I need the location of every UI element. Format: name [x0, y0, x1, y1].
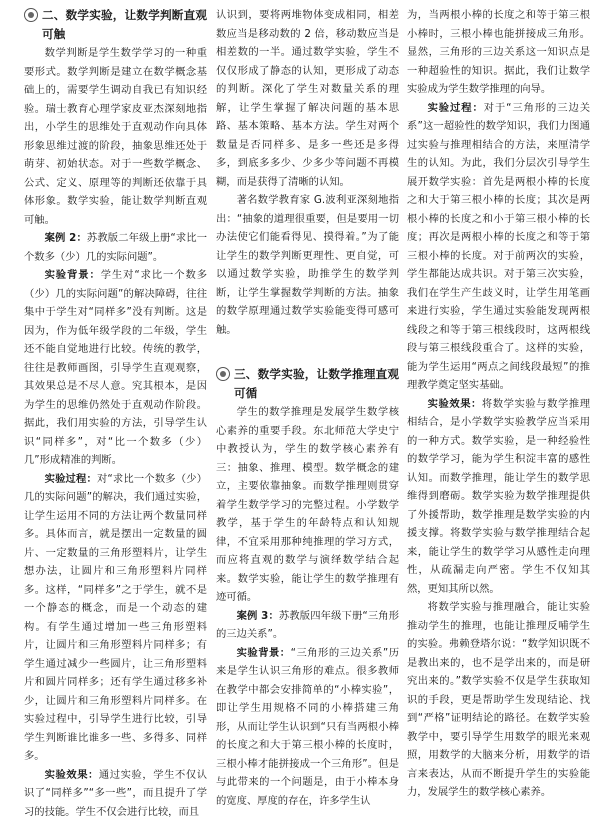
process-label: 实验过程： — [45, 473, 97, 485]
paragraph: 数学判断是学生数学学习的一种重要形式。数学判断是建立在数学概念基础上的，需要学生调动自我已有知识经验。瑞士教育心理学家皮亚杰深刻地指出，小学生的思维处于直观动作向具体形象思维过渡的阶段，抽象思维还处于萌芽、初始状态。对于一些数学概念、公式、定义、原理等的判断还依靠于具体形象。数学实验，能让数学判断直观可触。 — [24, 44, 207, 229]
case-label: 案例 2： — [45, 232, 87, 244]
section-heading-3: 三、数学实验，让数学推理直观可循 — [216, 365, 399, 403]
effect-label: 实验效果： — [45, 769, 99, 781]
effect-paragraph: 实验效果：将数学实验与数学推理相结合，是小学数学实验教学应当采用的一种方式。数学实验，是一种经验性的数学学习，能为学生积淀丰富的感性认知。而数学推理，能让学生的数学思维得到磨砺。数学实验为数学推理提供了外援帮助，数学推理是数学实验的内援支撑。将数学实验与数学推理结合起来，能让学生的数学学习从感性走向理性，从疏漏走向严密。学生不仅知其然，更知其所以然。 — [407, 395, 590, 599]
paragraph: 著名数学教育家 G.波利亚深刻地指出：“抽象的道理很重要，但是要用一切办法使它们能看得见、摸得着。”为了能让学生的数学判断更理性、更自觉，可以通过数学实验，助推学生的数学判断，让学生掌握数学判断的方法。抽象的数学原理通过数学实验能变得可感可触。 — [216, 191, 399, 339]
background-label: 实验背景： — [237, 647, 291, 659]
paragraph: 将数学实验与推理融合，能让实验推动学生的推理，也能让推理反哺学生的实验。弗赖登塔尔说：“数学知识既不是教出来的，也不是学出来的，而是研究出来的。”数学实验不仅是学生获取知识的手段，更是帮助学生发现结论、找到“严格”证明结论的路径。在数学实验教学中，要引导学生用数学的眼光来观照，用数学的大脑来分析，用数学的语言来表达，从而不断提升学生的实验能力，发展学生的数学核心素养。 — [407, 598, 590, 802]
case-paragraph: 案例 3：苏教版四年级下册“三角形的三边关系”。 — [216, 607, 399, 644]
background-paragraph: 实验背景：学生对“求比一个数多（少）几的实际问题”的解决障碍，往往集中于学生对“同样多”没有判断。这是因为，作为低年级学段的二年级，学生还不能自觉地进行比较。传统的教学，往往是教师画图，引导学生直观观察，其效果总是不尽人意。究其根本，是因为学生的思维仍然处于直观动作阶段。据此，我们用实验的方法，引导学生认识“同样多”，对“比一个数多（少）几”形成精准的判断。 — [24, 266, 207, 470]
column-1 — [24, 6, 207, 724]
paragraph: 学生的数学推理是发展学生数学核心素养的重要手段。东北师范大学史宁中教授认为，学生的数学核心素养有三：抽象、推理、模型。数学概念的建立，主要依靠抽象。而数学推理则贯穿着学生数学学习的完整过程。小学数学教学，基于学生的年龄特点和认知规律，不宜采用那种纯推理的学习方式，而应将直观的数学与演绎数学结合起来。数学实验，能让学生的数学推理有迹可循。 — [216, 403, 399, 607]
section-marker-icon — [216, 367, 230, 381]
effect-paragraph: 实验效果：通过实验，学生不仅认识了“同样多”“多一些”，而且提升了学习的技能。学生不仅会进行比较，而且 — [24, 766, 207, 821]
case-paragraph: 案例 2：苏教版二年级上册“求比一个数多（少）几的实际问题”。 — [24, 229, 207, 266]
section-marker-icon — [24, 8, 38, 22]
process-paragraph: 实验过程：对于“三角形的三边关系”这一超验性的数学知识，我们力图通过实验与推理相结合的方法，来厘清学生的认知。为此，我们分层次引导学生展开数学实验：首先是两根小棒的长度之和大于第三根小棒的长度；其次是两根小棒的长度之和小于第三根小棒的长度；再次是两根小棒的长度之和等于第三根小棒的长度。对于前两次的实验，学生都能达成共识。对于第三次实验，我们在学生产生歧义时，让学生用笔画来进行实验，学生通过实验能发现两根线段之和等于第三根线段时，这两根线段与第三根线段重合了。这样的实验，能为学生运用“两点之间线段最短”的推理教学奠定坚实基础。 — [407, 99, 590, 395]
section-heading-2: 二、数学实验，让数学判断直观可触 — [24, 6, 207, 44]
background-label: 实验背景： — [45, 269, 101, 281]
column-2 — [216, 6, 399, 724]
paragraph: 认识到，要将两堆物体变成相同，相差数应当是移动数的 2 倍，移动数应当是相差数的一半。通过数学实验，学生不仅仅形成了静态的认知，更形成了动态的判断。深化了学生对数量关系的理解，让学生掌握了解决问题的基本思路、基本策略、基本方法。学生对两个数量是否同样多、是多一些还是多得多，到底多多少、少多少等问题不再模糊，而是获得了清晰的认知。 — [216, 6, 399, 191]
case-label: 案例 3： — [237, 610, 279, 622]
effect-label: 实验效果： — [428, 398, 482, 410]
background-paragraph: 实验背景：“三角形的三边关系”历来是学生认识三角形的难点。很多教师在教学中都会安排简单的“小棒实验”，即让学生用规格不同的小棒搭建三角形，从而让学生认识到“只有当两根小棒的长度之和大于第三根小棒的长度时，三根小棒才能拼接成一个三角形”。但是与此带来的一个问题是，由于小棒本身的宽度、厚度的存在，许多学生认 — [216, 644, 399, 811]
process-label: 实验过程： — [428, 102, 484, 114]
column-3 — [407, 6, 590, 724]
paragraph: 为，当两根小棒的长度之和等于第三根小棒时，三根小棒也能拼接成三角形。显然，三角形的三边关系这一知识点是一种超验性的知识。据此，我们让数学实验成为学生数学推理的向导。 — [407, 6, 590, 99]
process-paragraph: 实验过程：对“求比一个数多（少）几的实际问题”的解决，我们通过实验，让学生运用不同的方法让两个数量同样多。具体而言，就是摆出一定数量的圆片、一定数量的三角形塑料片，让学生想办法，让圆片和三角形塑料片同样多。这样，“同样多”之于学生，就不是一个静态的概念，而是一个动态的建构。有学生通过增加一些三角形塑料片，让圆片和三角形塑料片同样多；有学生通过减少一些圆片，让三角形塑料片和圆片同样多；还有学生通过移多补少，让圆片和三角形塑料片同样多。在实验过程中，引导学生进行比较，引导学生判断谁比谁多一些、多得多、同样多。 — [24, 470, 207, 766]
